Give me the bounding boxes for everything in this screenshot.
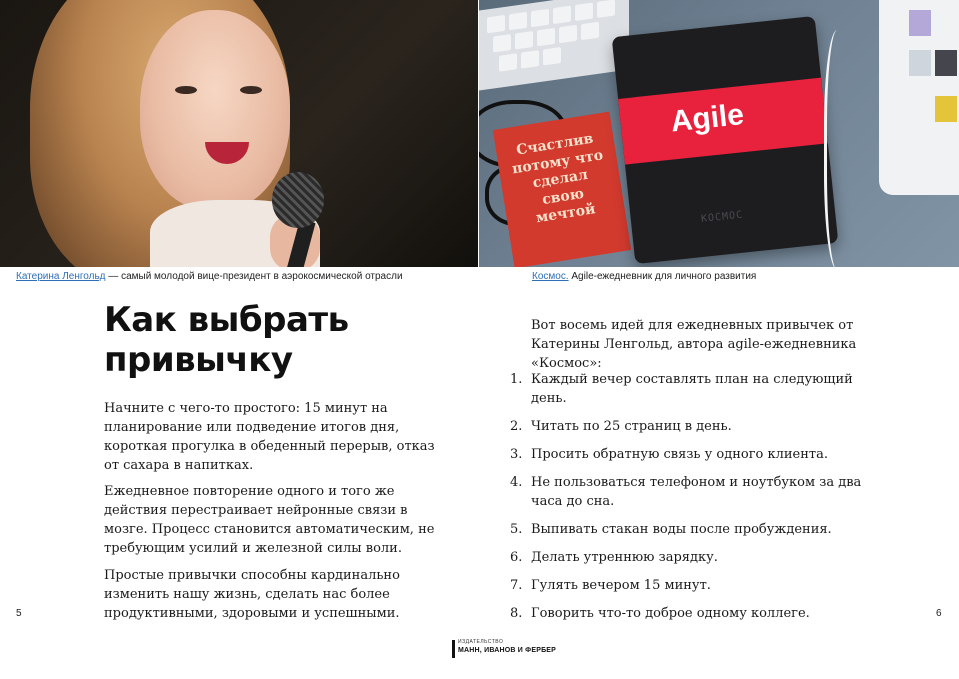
page-title: Как выбрать привычку xyxy=(104,300,349,380)
key-shape xyxy=(509,12,527,31)
caption-link-kosmos[interactable]: Космос. xyxy=(532,271,569,282)
list-item-number: 5. xyxy=(510,522,523,537)
list-item-number: 7. xyxy=(510,578,523,593)
notebook-brand: КОСМОС xyxy=(700,209,744,225)
motivation-postcard xyxy=(493,112,631,267)
logo-bracket-icon xyxy=(452,640,455,658)
agile-notebook xyxy=(612,16,839,264)
key-shape xyxy=(553,6,571,25)
key-shape xyxy=(515,31,533,50)
list-item-text: Каждый вечер составлять план на следующий день. xyxy=(531,372,853,406)
list-item xyxy=(510,417,870,436)
list-item xyxy=(510,548,870,567)
speaker-photo xyxy=(0,0,478,267)
list-item xyxy=(510,576,870,595)
list-item xyxy=(510,473,870,511)
photo-caption-left xyxy=(16,271,403,282)
eye-shape xyxy=(240,86,262,94)
notebook-title: Agile xyxy=(669,97,746,139)
earphone-cable xyxy=(824,30,857,267)
list-item-number: 2. xyxy=(510,419,523,434)
list-item xyxy=(510,520,870,539)
key-shape xyxy=(531,9,549,28)
caption-text: Agile-ежедневник для личного развития xyxy=(568,271,757,282)
app-tile xyxy=(909,10,931,36)
list-intro: Вот восемь идей для ежедневных привычек от Катерины Ленгольд, автора agile-ежедневника «Космос»: xyxy=(531,318,857,371)
key-shape xyxy=(493,34,511,53)
planner-photo xyxy=(479,0,959,267)
list-item-number: 4. xyxy=(510,475,523,490)
key-shape xyxy=(597,0,615,18)
list-item-number: 8. xyxy=(510,606,523,621)
habit-ideas-list xyxy=(510,370,870,632)
key-shape xyxy=(499,53,517,72)
key-shape xyxy=(581,22,599,41)
body-paragraph: Начните с чего-то простого: 15 минут на планирование или подведение итогов дня, короткая прогулка в обеденный перерыв, отказ от сахара в напитках. xyxy=(104,401,435,473)
list-item xyxy=(510,370,870,408)
body-paragraph: Ежедневное повторение одного и того же действия перестраивает нейронные связи в мозге. Процесс становится автоматическим, не требующим усилий и железной силы воли. xyxy=(104,484,435,556)
caption-text: — самый молодой вице-президент в аэрокосмической отрасли xyxy=(105,271,403,282)
caption-link-lengold[interactable]: Катерина Ленгольд xyxy=(16,271,106,282)
key-shape xyxy=(575,3,593,22)
list-item-text: Не пользоваться телефоном и ноутбуком за два часа до сна. xyxy=(531,475,862,509)
tablet-device xyxy=(879,0,959,195)
list-item-number: 1. xyxy=(510,372,523,387)
key-shape xyxy=(487,15,505,34)
eye-shape xyxy=(175,86,197,94)
list-item xyxy=(510,604,870,623)
list-item-text: Читать по 25 страниц в день. xyxy=(531,419,732,434)
publisher-name: МАНН, ИВАНОВ И ФЕРБЕР xyxy=(458,647,557,654)
publisher-text xyxy=(458,640,556,654)
list-item-text: Выпивать стакан воды после пробуждения. xyxy=(531,522,832,537)
keyboard-shape xyxy=(479,0,629,91)
list-item-text: Гулять вечером 15 минут. xyxy=(531,578,711,593)
postcard-text: Счастлив потому что сделал свою мечтой xyxy=(510,130,605,227)
publisher-label: ИЗДАТЕЛЬСТВО xyxy=(458,639,504,645)
key-shape xyxy=(559,25,577,44)
app-tile xyxy=(935,50,957,76)
page-number-left: 5 xyxy=(16,608,22,619)
page-number-right: 6 xyxy=(936,608,942,619)
key-shape xyxy=(521,50,539,69)
face-shape xyxy=(140,10,290,210)
body-paragraph: Простые привычки способны кардинально изменить нашу жизнь, сделать нас более продуктивными, здоровыми и успешными. xyxy=(104,568,400,621)
list-item-text: Просить обратную связь у одного клиента. xyxy=(531,447,828,462)
microphone-icon xyxy=(272,172,324,228)
list-item xyxy=(510,445,870,464)
list-item-number: 6. xyxy=(510,550,523,565)
list-item-text: Говорить что-то доброе одному коллеге. xyxy=(531,606,810,621)
key-shape xyxy=(543,47,561,66)
photo-caption-right xyxy=(532,271,756,282)
key-shape xyxy=(537,28,555,47)
list-item-text: Делать утреннюю зарядку. xyxy=(531,550,718,565)
list-item-number: 3. xyxy=(510,447,523,462)
app-tile xyxy=(935,96,957,122)
app-tile xyxy=(909,50,931,76)
publisher-logo xyxy=(452,640,556,658)
